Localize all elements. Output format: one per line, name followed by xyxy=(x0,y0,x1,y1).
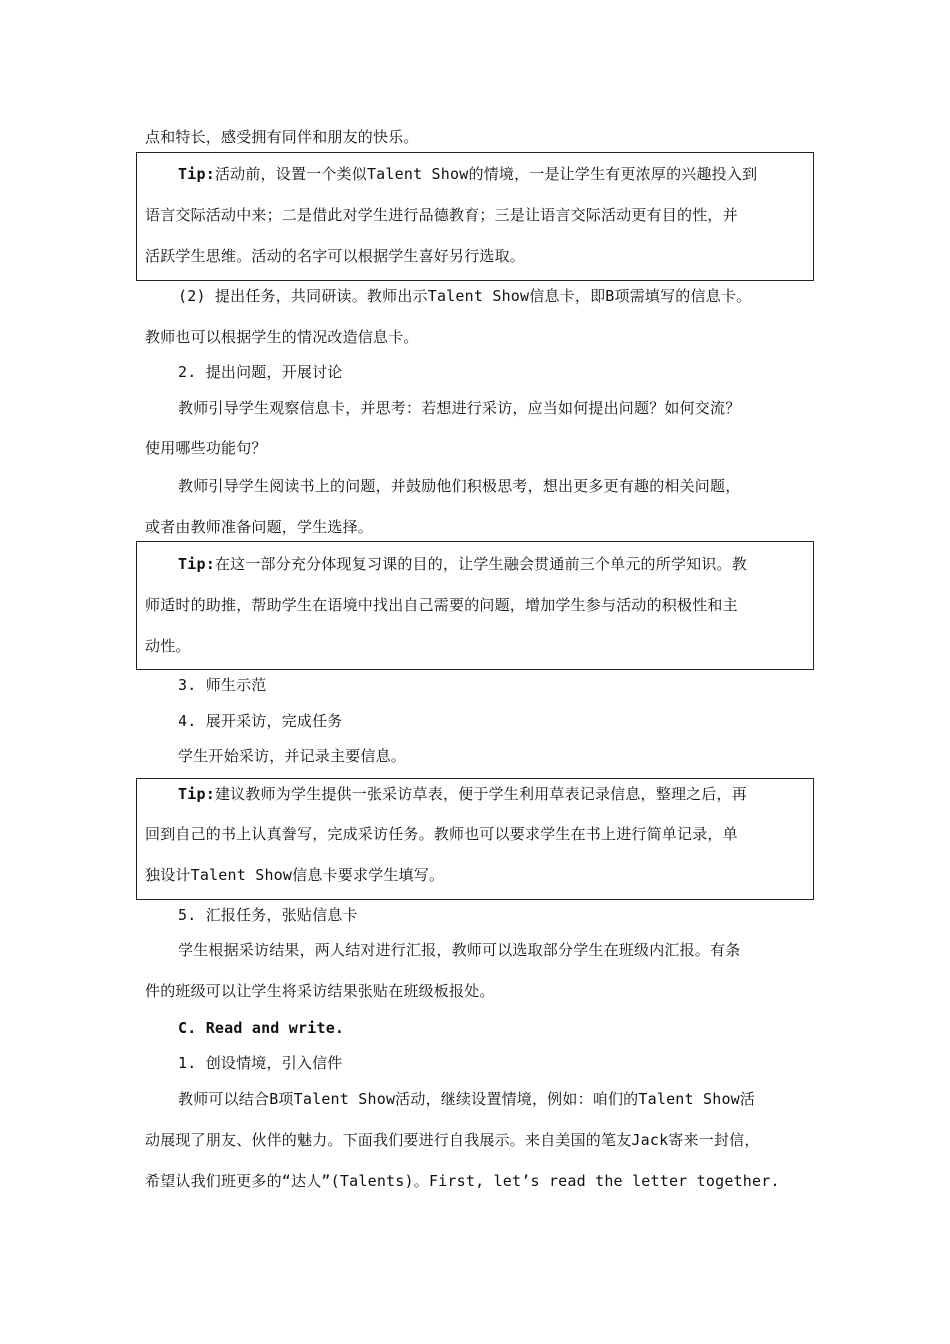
tip-box xyxy=(136,541,814,670)
tip-line: 语言交际活动中来；二是借此对学生进行品德教育；三是让语言交际活动更有目的性，并 xyxy=(145,206,738,224)
tip-text: 建议教师为学生提供一张采访草表，便于学生利用草表记录信息，整理之后，再 xyxy=(214,785,747,803)
paragraph-line: 件的班级可以让学生将采访结果张贴在班级板报处。 xyxy=(145,982,495,1000)
paragraph-line: 或者由教师准备问题，学生选择。 xyxy=(145,518,374,536)
paragraph-line: 动展现了朋友、伙伴的魅力。下面我们要进行自我展示。来自美国的笔友Jack寄来一封信， xyxy=(145,1131,760,1149)
paragraph-line: 教师也可以根据学生的情况改造信息卡。 xyxy=(145,328,419,346)
tip-line: 回到自己的书上认真誊写，完成采访任务。教师也可以要求学生在书上进行简单记录，单 xyxy=(145,825,738,843)
section-heading: 4. 展开采访，完成任务 xyxy=(178,712,343,730)
tip-line: 师适时的助推，帮助学生在语境中找出自己需要的问题，增加学生参与活动的积极性和主 xyxy=(145,596,738,614)
tip-line xyxy=(178,784,747,804)
tip-line: 活跃学生思维。活动的名字可以根据学生喜好另行选取。 xyxy=(145,247,526,265)
section-heading: 2. 提出问题，开展讨论 xyxy=(178,363,343,381)
tip-text: 活动前，设置一个类似Talent Show的情境，一是让学生有更浓厚的兴趣投入到 xyxy=(214,165,758,183)
paragraph-line: 学生开始采访，并记录主要信息。 xyxy=(178,747,407,765)
paragraph-line: 学生根据采访结果，两人结对进行汇报，教师可以选取部分学生在班级内汇报。有条 xyxy=(178,941,741,959)
tip-box xyxy=(136,778,814,900)
tip-line xyxy=(178,164,757,184)
paragraph-line: 教师引导学生观察信息卡，并思考：若想进行采访，应当如何提出问题？如何交流？ xyxy=(178,399,741,417)
section-heading: 3. 师生示范 xyxy=(178,676,267,694)
paragraph-line: (2) 提出任务，共同研读。教师出示Talent Show信息卡，即B项需填写的信息卡。 xyxy=(178,287,752,305)
section-heading: 5. 汇报任务，张贴信息卡 xyxy=(178,906,358,924)
paragraph-line: 点和特长，感受拥有同伴和朋友的快乐。 xyxy=(145,128,419,146)
paragraph-line: 教师引导学生阅读书上的问题，并鼓励他们积极思考，想出更多更有趣的相关问题， xyxy=(178,477,741,495)
tip-text: 在这一部分充分体现复习课的目的，让学生融会贯通前三个单元的所学知识。教 xyxy=(214,555,747,573)
tip-label: Tip: xyxy=(178,785,215,803)
section-heading: 1. 创设情境，引入信件 xyxy=(178,1054,343,1072)
tip-label: Tip: xyxy=(178,555,215,573)
paragraph-line: 希望认我们班更多的“达人”(Talents)。First, let’s read the letter together. xyxy=(145,1172,780,1190)
paragraph-line: 教师可以结合B项Talent Show活动，继续设置情境，例如：咱们的Talent Show活 xyxy=(178,1090,756,1108)
tip-label: Tip: xyxy=(178,165,215,183)
tip-box xyxy=(136,152,814,281)
tip-line: 动性。 xyxy=(145,637,191,655)
section-heading: C. Read and write. xyxy=(178,1019,345,1037)
tip-line: 独设计Talent Show信息卡要求学生填写。 xyxy=(145,866,445,884)
tip-line xyxy=(178,554,747,574)
paragraph-line: 使用哪些功能句？ xyxy=(145,439,267,457)
